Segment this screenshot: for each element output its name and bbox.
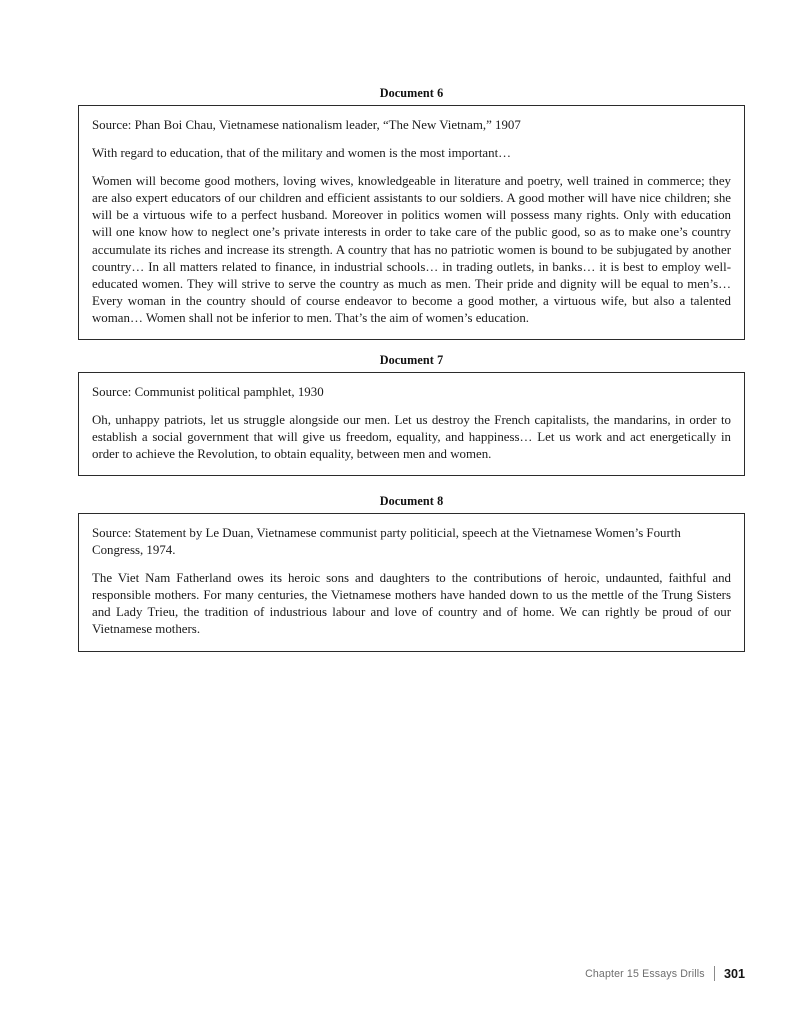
footer-chapter-label: Chapter 15 Essays Drills	[585, 967, 705, 980]
document-7-heading: Document 7	[379, 353, 444, 367]
document-8-box	[78, 513, 745, 652]
document-7-box	[78, 372, 745, 476]
document-8-source-line: Source: Statement by Le Duan, Vietnamese communist party politicial, speech at the Vietnamese Women’s Fourth Congress, 1974.	[92, 526, 681, 558]
document-7-body-paragraph: Oh, unhappy patriots, let us struggle alongside our men. Let us destroy the French capitalists, the mandarins, in order to establish a social government that will give us freedom, equality, and happiness… Let us work and act energetically in order to achieve the Revolution, to obtain equality, between men and women.	[92, 413, 731, 462]
document-block-7	[78, 353, 745, 476]
document-6-intro-line: With regard to education, that of the military and women is the most important…	[92, 146, 512, 161]
document-6-source-line: Source: Phan Boi Chau, Vietnamese nationalism leader, “The New Vietnam,” 1907	[92, 118, 521, 132]
footer-page-number: 301	[723, 966, 745, 981]
document-8-body-paragraph: The Viet Nam Fatherland owes its heroic sons and daughters to the contributions of heroic, undaunted, faithful and responsible mothers. For many centuries, the Vietnamese mothers have handed down to us the mettle of the Trung Sisters and Lady Trieu, the tradition of industrious labour and love of country and of home. We can rightly be proud of our Vietnamese mothers.	[92, 571, 731, 637]
document-7-source-line: Source: Communist political pamphlet, 1930	[92, 385, 324, 399]
document-8-heading: Document 8	[379, 494, 444, 508]
footer-divider	[714, 966, 715, 981]
document-6-box	[78, 105, 745, 340]
document-block-8	[78, 494, 745, 652]
page-footer	[585, 966, 745, 981]
document-6-body-paragraph: Women will become good mothers, loving wives, knowledgeable in literature and poetry, well trained in commerce; they are also expert educators of our children and efficient assistants to our soldiers. A good mother will have nice children; she will be a virtuous wife to a perfect husband. Moreover in politics women will possess many rights. Only with education will one know how to neglect one’s private interests in order to take care of the public good, so as to make one’s country accumulate its riches and increase its strength. A country that has no patriotic women is bound to be subjugated by another country… In all matters related to finance, in industrial schools… in trading outlets, in banks… it is best to employ well-educated women. They will strive to serve the country as much as men. Their pride and dignity will be equal to men’s… Every woman in the country should of course endeavor to become a good mother, a virtuous wife, but also a talented woman… Women shall not be inferior to men. That’s the aim of women’s education.	[92, 174, 731, 325]
document-6-heading: Document 6	[379, 86, 444, 100]
document-block-6	[78, 86, 745, 340]
